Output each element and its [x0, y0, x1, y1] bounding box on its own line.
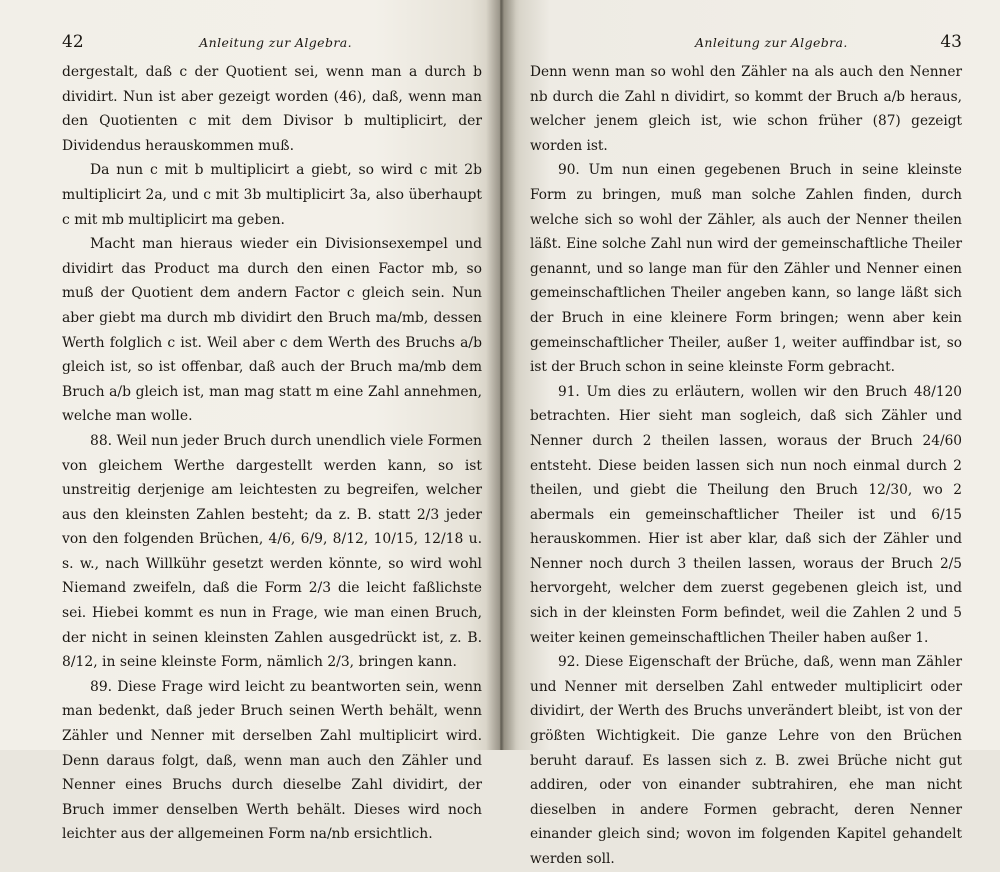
- paragraph: Da nun c mit b multiplicirt a giebt, so wird c mit 2b multiplicirt 2a, und c mit 3b multiplicirt 3a, also überhaupt c mit mb multiplicirt ma geben.: [62, 162, 482, 228]
- paragraph: dergestalt, daß c der Quotient sei, wenn man a durch b dividirt. Nun ist aber gezeigt worden (46), daß, wenn man den Quotienten c mit dem Divisor b multiplicirt, der Dividendus herauskommen muß.: [62, 64, 482, 154]
- left-page-number: 42: [62, 32, 84, 52]
- left-page-header: [62, 32, 482, 54]
- left-page-text: [62, 60, 482, 847]
- right-page-text: [530, 60, 962, 872]
- paragraph-88: 88. Weil nun jeder Bruch durch unendlich viele Formen von gleichem Werthe dargestellt werden kann, so ist unstreitig derjenige am leichtesten zu begreifen, welcher aus den kleinsten Zahlen besteht; da z. B. statt 2/3 jeder von den folgenden Brüchen, 4/6, 6/9, 8/12, 10/15, 12/18 u. s. w., nach Willkühr gesetzt werden könnte, so wird wohl Niemand zweifeln, daß die Form 2/3 die leicht faßlichste sei. Hiebei kommt es nun in Frage, wie man einen Bruch, der nicht in seinen kleinsten Zahlen ausgedrückt ist, z. B. 8/12, in seine kleinste Form, nämlich 2/3, bringen kann.: [62, 432, 482, 671]
- paragraph-89: 89. Diese Frage wird leicht zu beantworten sein, wenn man bedenkt, daß jeder Bruch seinen Werth behält, wenn Zähler und Nenner mit derselben Zahl multiplicirt wird. Denn daraus folgt, daß, wenn man auch den Zähler und Nenner eines Bruchs durch dieselbe Zahl dividirt, der Bruch immer denselben Werth behält. Dieses wird noch leichter aus der allgemeinen Form na/nb ersichtlich.: [62, 678, 482, 843]
- paragraph: Denn wenn man so wohl den Zähler na als auch den Nenner nb durch die Zahl n dividirt, so kommt der Bruch a/b heraus, welcher jenem gleich ist, wie schon früher (87) gezeigt worden ist.: [530, 64, 962, 154]
- book-gutter: [486, 0, 516, 750]
- left-running-head: Anleitung zur Algebra.: [199, 35, 352, 50]
- paragraph-91: 91. Um dies zu erläutern, wollen wir den Bruch 48/120 betrachten. Hier sieht man sogleich, daß sich Zähler und Nenner durch 2 theilen lassen, woraus der Bruch 24/60 entsteht. Diese beiden lassen sich nun noch einmal durch 2 theilen, und giebt die Theilung den Bruch 12/30, wo 2 abermals ein gemeinschaftlicher Theiler ist und 6/15 herauskommen. Hier ist aber klar, daß sich der Zähler und Nenner noch durch 3 theilen lassen, woraus der Bruch 2/5 hervorgeht, welcher dem zuerst gegebenen gleich ist, und sich in der kleinsten Form befindet, weil die Zahlen 2 und 5 weiter keinen gemeinschaftlichen Theiler haben außer 1.: [530, 383, 962, 646]
- left-page: [0, 0, 500, 843]
- right-page-number: 43: [940, 32, 962, 52]
- paragraph-92: 92. Diese Eigenschaft der Brüche, daß, wenn man Zähler und Nenner mit derselben Zahl entweder multiplicirt oder dividirt, der Werth des Bruchs unverändert bleibt, ist von der größten Wichtigkeit. Die ganze Lehre von den Brüchen beruht darauf. Es lassen sich z. B. zwei Brüche nicht gut addiren, oder von einander subtrahiren, ehe man nicht dieselben in andere Formen gebracht, deren Nenner einander gleich sind; wovon im folgenden Kapitel gehandelt werden soll.: [530, 654, 962, 867]
- right-page-header: [530, 32, 962, 54]
- right-page: [500, 0, 1000, 867]
- right-running-head: Anleitung zur Algebra.: [695, 35, 848, 50]
- paragraph: Macht man hieraus wieder ein Divisionsexempel und dividirt das Product ma durch den einen Factor mb, so muß der Quotient dem andern Factor c gleich sein. Nun aber giebt ma durch mb dividirt den Bruch ma/mb, dessen Werth folglich c ist. Weil aber c dem Werth des Bruchs a/b gleich ist, so ist offenbar, daß auch der Bruch ma/mb dem Bruch a/b gleich ist, man mag statt m eine Zahl annehmen, welche man wolle.: [62, 236, 482, 425]
- paragraph-90: 90. Um nun einen gegebenen Bruch in seine kleinste Form zu bringen, muß man solche Zahlen finden, durch welche sich so wohl der Zähler, als auch der Nenner theilen läßt. Eine solche Zahl nun wird der gemeinschaftliche Theiler genannt, und so lange man für den Zähler und Nenner einen gemeinschaftlichen Theiler angeben kann, so lange läßt sich der Bruch in eine kleinere Form bringen; wenn aber kein gemeinschaftlicher Theiler, außer 1, weiter auffindbar ist, so ist der Bruch schon in seine kleinste Form gebracht.: [530, 162, 962, 376]
